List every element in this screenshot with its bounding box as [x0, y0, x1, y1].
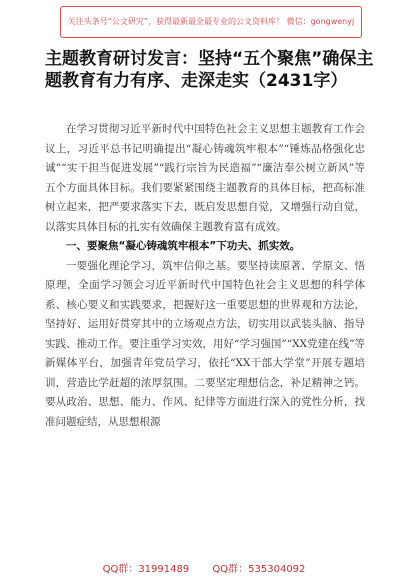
qq-group-1: QQ群：31991489 [102, 564, 190, 575]
section-heading: 一、要聚焦“凝心铸魂筑牢根本”下功夫、抓实效。 [66, 240, 301, 252]
intro-paragraph: 在学习贯彻习近平新时代中国特色社会主义思想主题教育工作会议上，习近平总书记明确提出“凝心铸魂筑牢根本”“锤炼品格强化忠诚”“实干担当促进发展”“践行宗旨为民造福”“廉洁奉公树立新风”等五个方面具体目标。我们要紧紧围绕主题教育的具体目标，把高标准树立起来，把严要求落实下去，既启发思想自觉，又增强行动自觉，以落实具体目标的扎实有效确保主题教育富有成效。 [45, 123, 365, 233]
body-paragraph: 一要强化理论学习，筑牢信仰之基。要坚持读原著、学原文、悟原理，全面学习领会习近平新时代中国特色社会主义思想的科学体系、核心要义和实践要求，把握好这一重要思想的世界观和方法论，坚持好、运用好贯穿其中的立场观点方法，切实用以武装头脑、指导实践、推动工作。要注重学习实效，用好“学习强国”“XX党建在线”等新媒体平台，加强青年党员学习，依托“XX干部大学堂”开展专题培训，营造比学赶超的浓厚氛围。二要坚定理想信念，补足精神之钙。要从政治、思想、能力、作风、纪律等方面进行深入的党性分析，找准问题症结，从思想根源 [45, 259, 365, 428]
document-title: 主题教育研讨发言：坚持“五个聚焦”确保主题教育有力有序、走深走实（2431字） [45, 49, 374, 91]
qq-group-2: QQ群：535304092 [212, 564, 306, 575]
header-banner: 关注头条号“公文研究”，获得最新最全最专业的公文资料库！ 微信：gongwenyj [60, 6, 362, 38]
footer [0, 560, 408, 575]
document-body [45, 120, 365, 432]
